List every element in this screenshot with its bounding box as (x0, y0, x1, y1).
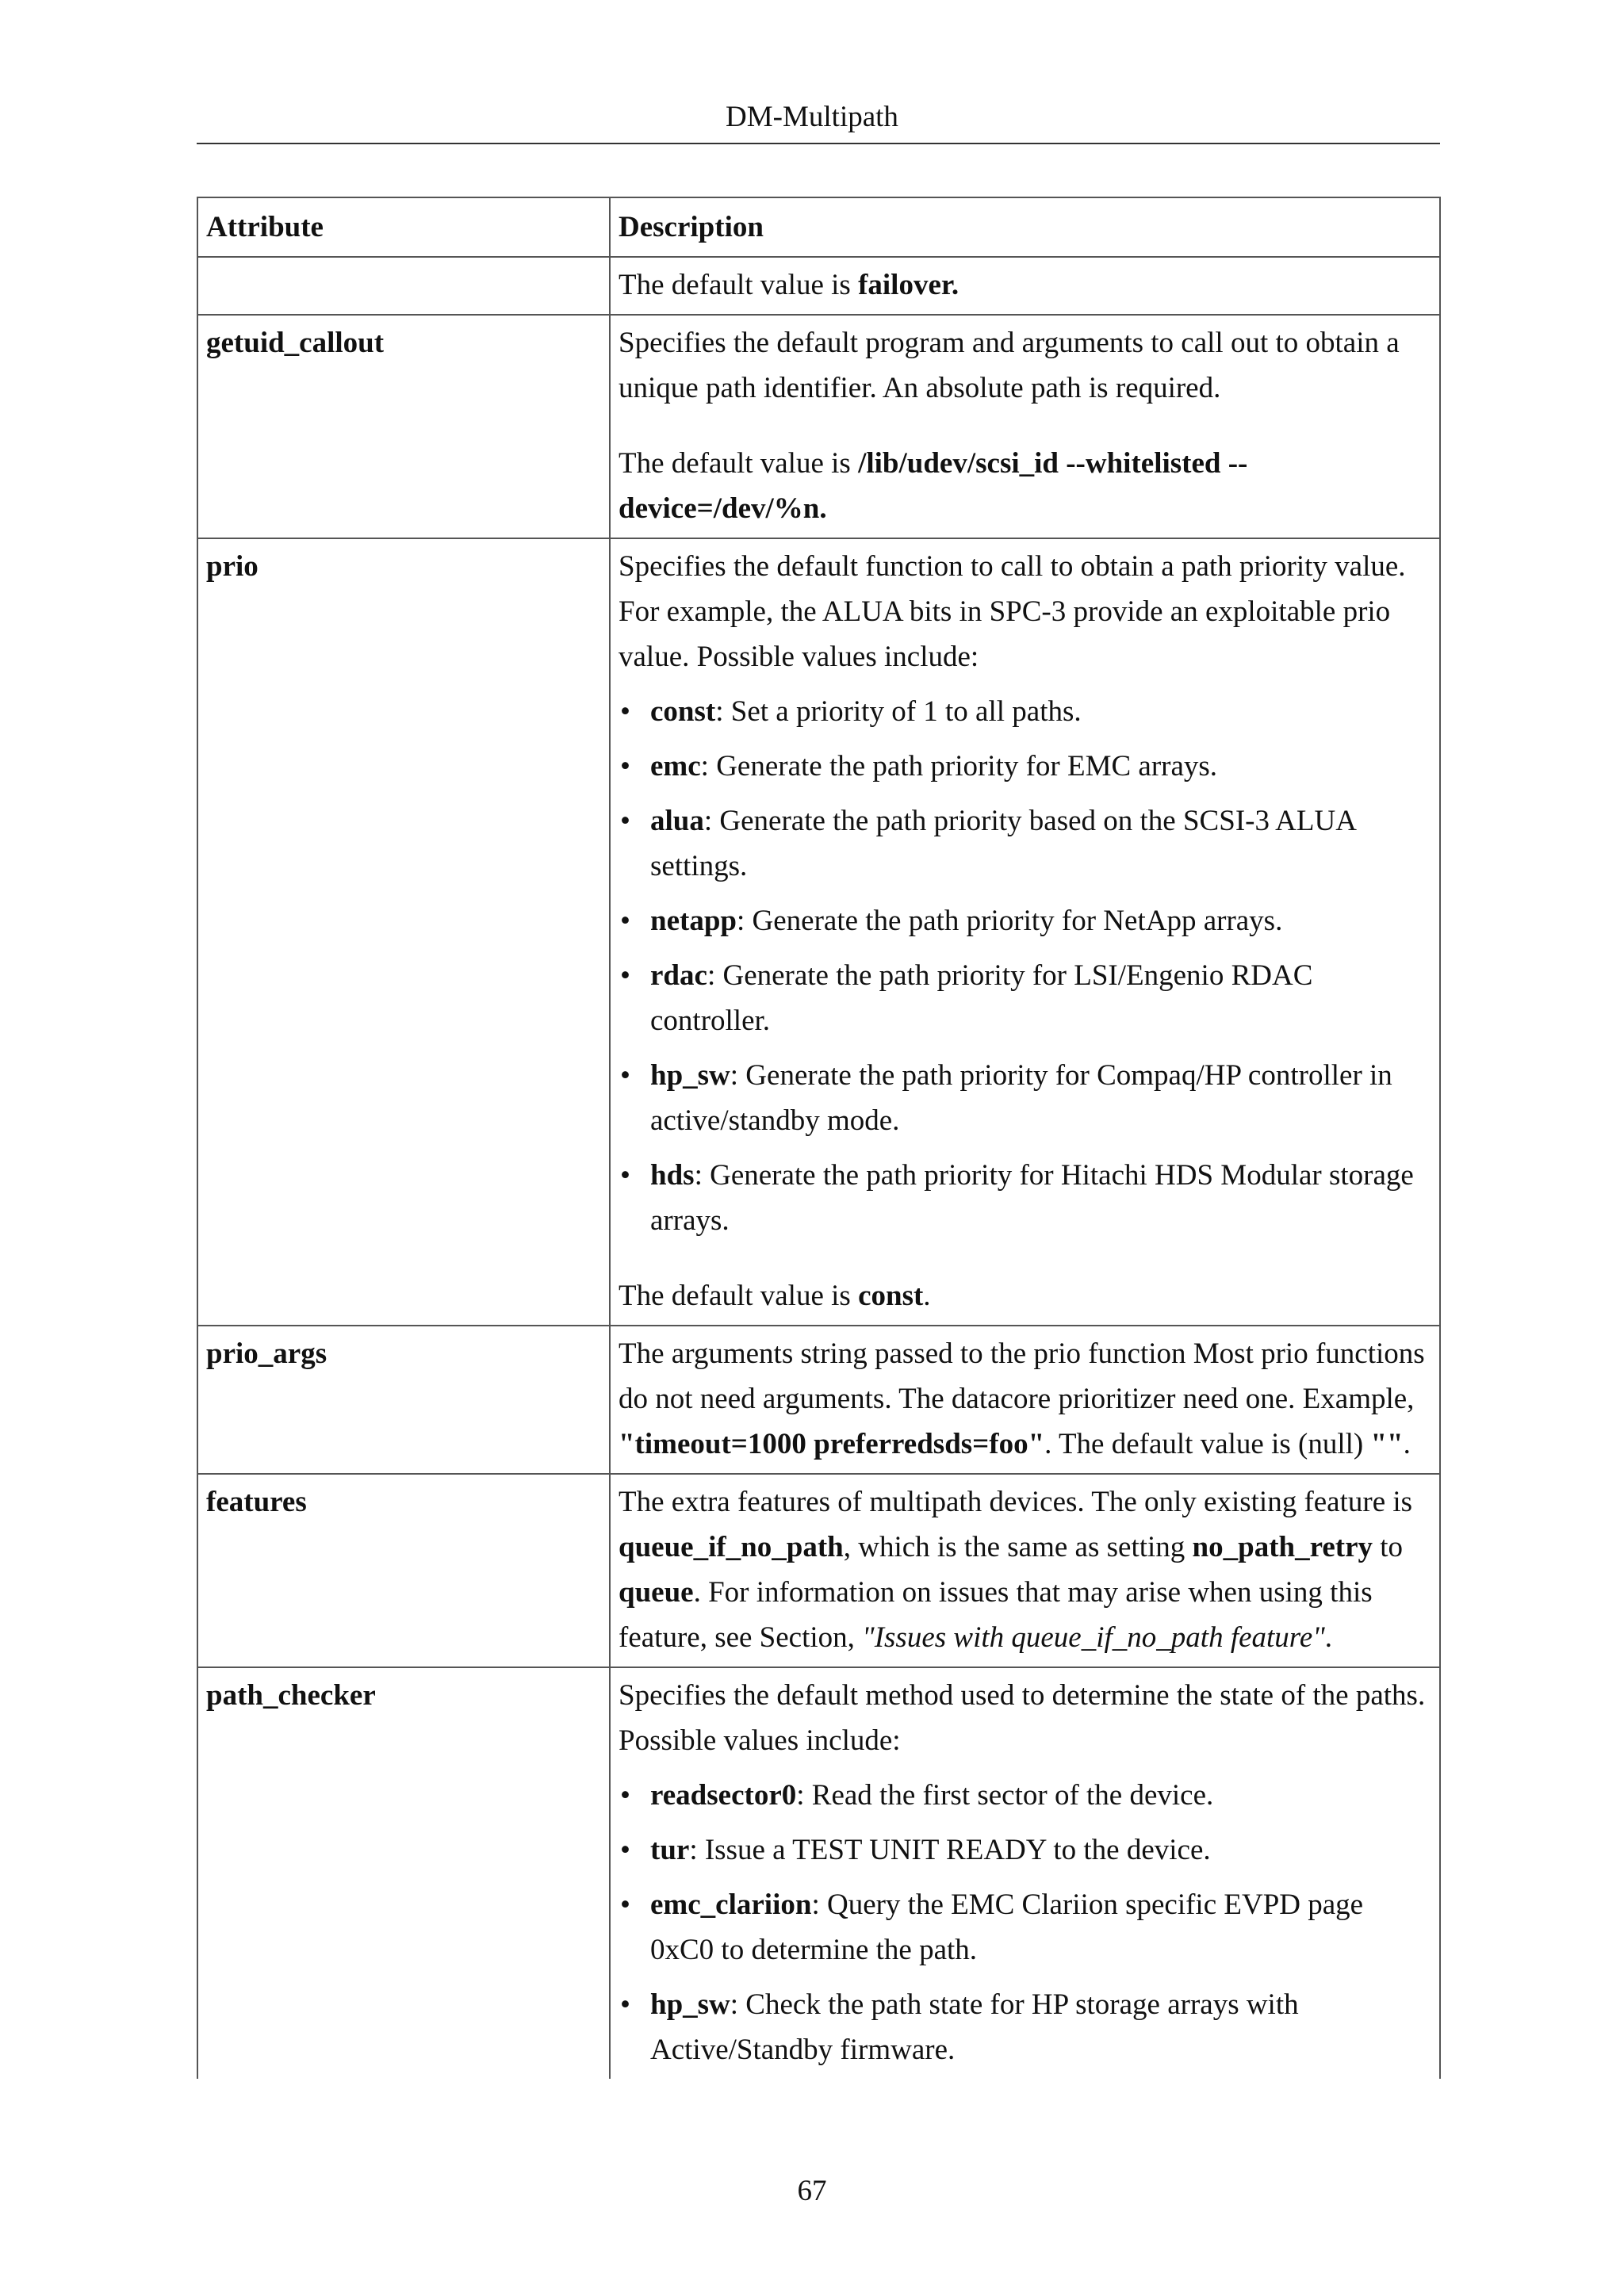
description-paragraph: Specifies the default program and arguments to call out to obtain a unique path identifier. An absolute path is required. (619, 327, 1400, 404)
attribute-cell: getuid_callout (197, 315, 610, 538)
value-description: : Set a priority of 1 to all paths. (715, 695, 1082, 728)
description-cell (610, 1474, 1440, 1667)
bullet: • (620, 695, 630, 728)
list-item (619, 1982, 1431, 2072)
value-description: : Check the path state for HP storage arrays with Active/Standby firmware. (650, 1988, 1299, 2066)
example-value: "timeout=1000 preferredsds=foo" (619, 1428, 1045, 1460)
default-paragraph (619, 441, 1431, 531)
value-list (619, 689, 1431, 1243)
table-row (197, 257, 1440, 315)
bullet: • (620, 905, 630, 937)
default-value: failover. (858, 269, 959, 301)
table-row (197, 1326, 1440, 1474)
value-term: tur (650, 1834, 690, 1866)
attribute-cell: path_checker (197, 1667, 610, 2079)
attribute-cell: features (197, 1474, 610, 1667)
default-value: const (858, 1280, 924, 1312)
bullet: • (620, 1159, 630, 1192)
value-term: hp_sw (650, 1059, 730, 1092)
list-item (619, 1882, 1431, 1973)
value-term: emc_clariion (650, 1888, 812, 1921)
attribute-cell (197, 257, 610, 315)
value-description: : Generate the path priority for LSI/Engenio RDAC controller. (650, 959, 1313, 1037)
text-run: . (1324, 1621, 1333, 1654)
value-term: alua (650, 805, 704, 837)
description-cell (610, 1667, 1440, 2079)
description-paragraph: Specifies the default function to call to obtain a path priority value. For example, the ALUA bits in SPC-3 provide an exploitable prio value. Possible values include: (619, 550, 1406, 673)
attribute-cell: prio_args (197, 1326, 610, 1474)
attribute-table (197, 197, 1441, 2079)
table-row (197, 1474, 1440, 1667)
list-item (619, 744, 1431, 789)
value-description: : Generate the path priority for NetApp arrays. (736, 905, 1283, 937)
value-description: : Generate the path priority based on the SCSI-3 ALUA settings. (650, 805, 1355, 882)
table-row (197, 538, 1440, 1326)
text-run: The default value is (619, 269, 859, 301)
bullet: • (620, 1779, 630, 1812)
value-term: emc (650, 750, 701, 783)
list-item (619, 798, 1431, 889)
value-term: readsector0 (650, 1779, 797, 1812)
description-paragraph (619, 1479, 1431, 1660)
bullet: • (620, 959, 630, 992)
description-cell (610, 257, 1440, 315)
value-description: : Generate the path priority for EMC arrays. (700, 750, 1218, 783)
description-paragraph (619, 262, 1431, 308)
value-term: netapp (650, 905, 737, 937)
value-description: : Query the EMC Clariion specific EVPD page 0xC0 to determine the path. (650, 1888, 1364, 1966)
text-run: The default value is (619, 1280, 859, 1312)
bullet: • (620, 1059, 630, 1092)
list-item (619, 1153, 1431, 1243)
section-reference: "Issues with queue_if_no_path feature" (862, 1621, 1325, 1654)
option-name: no_path_retry (1192, 1531, 1373, 1563)
value-description: : Read the first sector of the device. (796, 1779, 1214, 1812)
default-paragraph (619, 1273, 1431, 1318)
table-row (197, 1667, 1440, 2079)
list-item (619, 1053, 1431, 1143)
value-term: hp_sw (650, 1988, 730, 2021)
description-cell (610, 538, 1440, 1326)
text-run: The arguments string passed to the prio function Most prio functions do not need arguments. The datacore prioritizer need one. Example, (619, 1337, 1425, 1415)
bullet: • (620, 1834, 630, 1866)
description-cell (610, 315, 1440, 538)
text-run: The default value is (619, 447, 859, 480)
text-run: . (923, 1280, 931, 1312)
running-header: DM-Multipath (726, 101, 898, 133)
value-term: const (650, 695, 716, 728)
description-cell (610, 1326, 1440, 1474)
text-run: The extra features of multipath devices. The only existing feature is (619, 1486, 1413, 1518)
value-list (619, 1773, 1431, 2072)
attribute-cell: prio (197, 538, 610, 1326)
text-run: . (1403, 1428, 1411, 1460)
bullet: • (620, 1888, 630, 1921)
list-item (619, 953, 1431, 1043)
table-header-row (197, 197, 1440, 257)
header-rule (197, 143, 1440, 144)
bullet: • (620, 750, 630, 783)
table-row (197, 315, 1440, 538)
default-value: "" (1370, 1428, 1404, 1460)
option-value: queue (619, 1576, 694, 1609)
value-term: rdac (650, 959, 707, 992)
description-paragraph: Specifies the default method used to determine the state of the paths. Possible values include: (619, 1679, 1426, 1757)
value-description: : Generate the path priority for Compaq/HP controller in active/standby mode. (650, 1059, 1392, 1137)
feature-name: queue_if_no_path (619, 1531, 844, 1563)
column-header-description: Description (610, 197, 1440, 257)
page-number: 67 (797, 2175, 827, 2207)
description-paragraph (619, 1331, 1431, 1467)
list-item (619, 689, 1431, 734)
list-item (619, 898, 1431, 943)
value-description: : Generate the path priority for Hitachi HDS Modular storage arrays. (650, 1159, 1414, 1237)
bullet: • (620, 1988, 630, 2021)
value-term: hds (650, 1159, 695, 1192)
bullet: • (620, 805, 630, 837)
value-description: : Issue a TEST UNIT READY to the device. (689, 1834, 1211, 1866)
list-item (619, 1827, 1431, 1873)
text-run: . The default value is (null) (1044, 1428, 1371, 1460)
column-header-attribute: Attribute (197, 197, 610, 257)
default-value: /lib/udev/scsi_id --whitelisted --device=/dev/%n. (619, 447, 1248, 525)
text-run: , which is the same as setting (843, 1531, 1193, 1563)
text-run: . For information on issues that may arise when using this feature, see Section, (619, 1576, 1373, 1654)
list-item (619, 1773, 1431, 1818)
text-run: to (1373, 1531, 1404, 1563)
